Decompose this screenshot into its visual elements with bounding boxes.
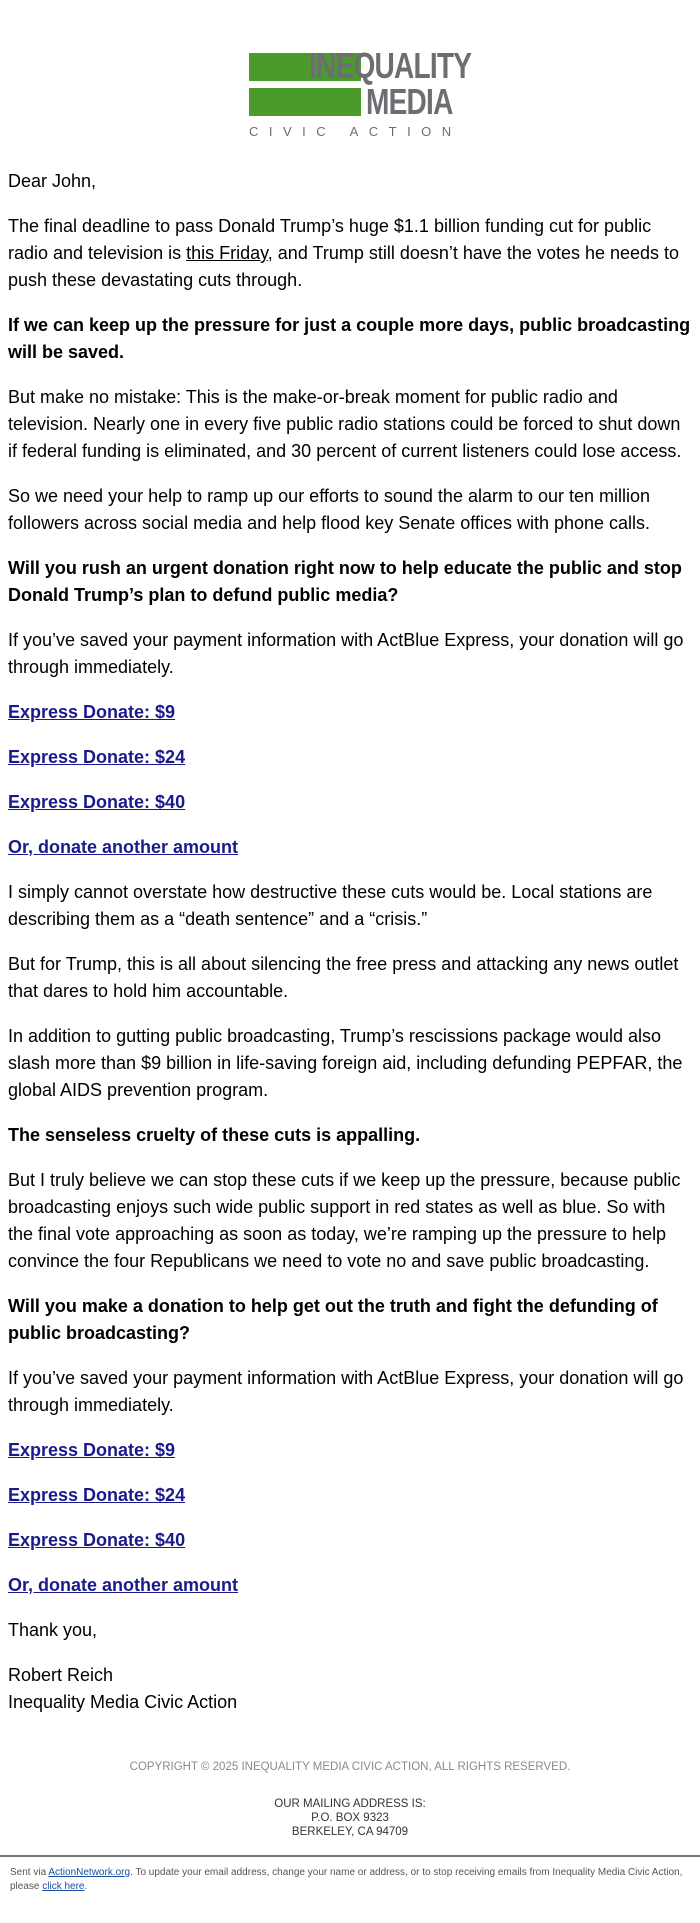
end-period: .	[84, 1881, 88, 1892]
express-donate-24-link[interactable]: Express Donate: $24	[8, 747, 186, 767]
paragraph-8: But for Trump, this is all about silencing the free press and attacking any news outlet that dares to hold him accountable.	[8, 954, 679, 1001]
footer	[0, 1760, 700, 1839]
logo	[0, 0, 700, 168]
express-donate-9-link-2[interactable]: Express Donate: $9	[8, 1440, 176, 1460]
sent-via-text: Sent via	[10, 1867, 49, 1878]
paragraph-4: So we need your help to ramp up our efforts to sound the alarm to our ten million followers across social media and help flood key Senate offices with phone calls.	[8, 486, 651, 533]
paragraph-1	[8, 213, 692, 294]
signer-org: Inequality Media Civic Action	[8, 1692, 238, 1712]
express-donate-40-link-2[interactable]: Express Donate: $40	[8, 1530, 186, 1550]
donate-other-amount-link[interactable]: Or, donate another amount	[8, 837, 239, 857]
express-donate-9-link[interactable]: Express Donate: $9	[8, 702, 176, 722]
logo-word-inequality: INEQUALITY	[309, 45, 472, 86]
update-text: . To update your email address, change your name or address, or to stop receiving emails from Inequality Media Civic Action, please	[10, 1867, 683, 1892]
paragraph-5: Will you rush an urgent donation right now to help educate the public and stop Donald Trump’s plan to defund public media?	[8, 558, 682, 605]
p1-text-b: , and Trump still doesn’t have the votes he needs to push these devastating cuts through.	[8, 243, 680, 290]
express-donate-40-link[interactable]: Express Donate: $40	[8, 792, 186, 812]
signer-name: Robert Reich	[8, 1665, 114, 1685]
click-here-link[interactable]: click here	[42, 1881, 85, 1892]
paragraph-9: In addition to gutting public broadcasting, Trump’s rescissions package would also slash more than $9 billion in life-saving foreign aid, including defunding PEPFAR, the global AIDS prevention program.	[8, 1026, 683, 1100]
signature	[8, 1662, 692, 1716]
p1-text-a: The final deadline to pass Donald Trump’s huge $1.1 billion funding cut for public radio and television is	[8, 216, 652, 263]
closing: Thank you,	[8, 1620, 98, 1640]
paragraph-7: I simply cannot overstate how destructive these cuts would be. Local stations are describing them as a “death sentence” and a “crisis.”	[8, 882, 653, 929]
logo-word-media: MEDIA	[366, 81, 453, 122]
email-body	[0, 168, 700, 1716]
paragraph-13: If you’ve saved your payment information with ActBlue Express, your donation will go through immediately.	[8, 1368, 684, 1415]
paragraph-2: If we can keep up the pressure for just a couple more days, public broadcasting will be saved.	[8, 315, 691, 362]
donate-other-amount-link-2[interactable]: Or, donate another amount	[8, 1575, 239, 1595]
mailing-address-line2: BERKELEY, CA 94709	[291, 1826, 409, 1838]
paragraph-12: Will you make a donation to help get out the truth and fight the defunding of public broadcasting?	[8, 1296, 658, 1343]
paragraph-11: But I truly believe we can stop these cuts if we keep up the pressure, because public broadcasting enjoys such wide public support in red states as well as blue. So with the final vote approaching as soon as today, we’re ramping up the pressure to help convince the four Republicans we need to vote no and save public broadcasting.	[8, 1170, 681, 1271]
copyright: COPYRIGHT © 2025 INEQUALITY MEDIA CIVIC ACTION, ALL RIGHTS RESERVED.	[129, 1761, 571, 1773]
paragraph-6: If you’ve saved your payment information with ActBlue Express, your donation will go through immediately.	[8, 630, 684, 677]
paragraph-3: But make no mistake: This is the make-or-break moment for public radio and television. Nearly one in every five public radio stations could be forced to shut down if federal funding is eliminated, and 30 percent of current listeners could lose access.	[8, 387, 682, 461]
greeting: Dear John,	[8, 171, 97, 191]
express-donate-24-link-2[interactable]: Express Donate: $24	[8, 1485, 186, 1505]
deadline-underlined: this Friday	[186, 243, 268, 263]
logo-bar-bottom	[249, 88, 361, 116]
mailing-address-label: OUR MAILING ADDRESS IS:	[274, 1798, 426, 1810]
actionnetwork-link[interactable]: ActionNetwork.org	[48, 1867, 131, 1878]
unsubscribe-bar	[0, 1855, 700, 1906]
paragraph-10: The senseless cruelty of these cuts is appalling.	[8, 1125, 421, 1145]
mailing-address-line1: P.O. BOX 9323	[311, 1812, 389, 1824]
logo-word-civic-action: CIVIC ACTION	[249, 124, 462, 139]
